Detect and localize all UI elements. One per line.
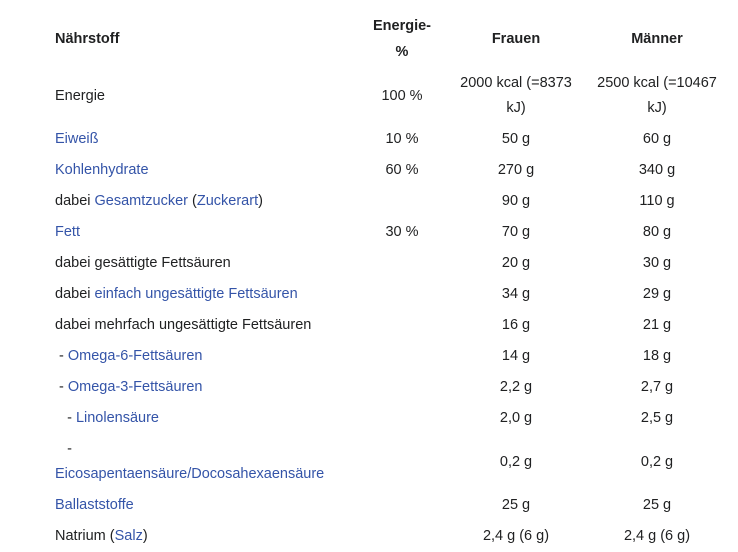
row-pct	[358, 521, 446, 552]
table-row-gesaettigt	[48, 248, 728, 279]
table-row-einfach	[48, 279, 728, 310]
row-pct	[358, 372, 446, 403]
link-ballaststoffe[interactable]: Ballaststoffe	[55, 497, 134, 513]
row-pct	[358, 403, 446, 434]
row-frauen: 2,0 g	[499, 410, 533, 426]
row-label: dabei mehrfach ungesättigte Fettsäuren	[55, 317, 312, 333]
table-row-omega3	[48, 372, 728, 403]
row-prefix: -	[55, 410, 76, 426]
row-pct	[358, 248, 446, 279]
table-row-natrium	[48, 521, 728, 552]
row-prefix: -	[55, 441, 72, 457]
row-pct: 60 %	[385, 162, 419, 178]
row-maenner: 30 g	[642, 255, 672, 271]
table-row-eiweiss	[48, 124, 728, 155]
link-salz[interactable]: Salz	[114, 528, 143, 544]
row-label	[48, 279, 358, 310]
header-energie-pct	[358, 10, 446, 68]
row-frauen: 20 g	[501, 255, 531, 271]
row-maenner: 29 g	[642, 286, 672, 302]
row-label	[48, 155, 358, 186]
row-pct	[358, 310, 446, 341]
row-suffix: )	[258, 193, 263, 209]
row-pct: 100 %	[381, 87, 423, 104]
row-pct	[358, 186, 446, 217]
row-frauen: 34 g	[501, 286, 531, 302]
row-frauen: 25 g	[501, 497, 531, 513]
link-epa-dha[interactable]: Eicosapentaensäure/Docosahexaensäure	[55, 466, 325, 482]
row-label	[48, 124, 358, 155]
row-maenner: 2,5 g	[640, 410, 674, 426]
row-frauen: 50 g	[501, 131, 531, 147]
row-frauen: 2,4 g (6 g)	[482, 528, 550, 544]
link-zuckerart[interactable]: Zuckerart	[196, 193, 259, 209]
table-row-omega6	[48, 341, 728, 372]
row-maenner: 2500 kcal (=10467 kJ)	[597, 75, 717, 116]
table-row-linolensaeure	[48, 403, 728, 434]
row-maenner: 2,7 g	[640, 379, 674, 395]
row-maenner: 25 g	[642, 497, 672, 513]
row-pct	[358, 279, 446, 310]
row-maenner: 2,4 g (6 g)	[623, 528, 691, 544]
row-maenner: 21 g	[642, 317, 672, 333]
row-label	[48, 403, 358, 434]
row-prefix: dabei	[55, 286, 95, 302]
row-label	[48, 217, 358, 248]
header-frauen: Frauen	[491, 30, 541, 47]
row-maenner: 340 g	[638, 162, 676, 178]
table-row-epa-dha	[48, 434, 728, 490]
row-label	[48, 372, 358, 403]
row-maenner: 110 g	[639, 193, 675, 209]
row-maenner: 60 g	[642, 131, 672, 147]
row-maenner: 18 g	[642, 348, 672, 364]
row-prefix: Natrium (	[55, 528, 115, 544]
link-fett[interactable]: Fett	[55, 224, 80, 240]
link-einfach-ungesaettigt[interactable]: einfach ungesättigte Fettsäuren	[94, 286, 298, 302]
link-gesamtzucker[interactable]: Gesamtzucker	[94, 193, 188, 209]
table-row-ballaststoffe	[48, 490, 728, 521]
row-prefix: -	[55, 379, 68, 395]
link-eiweiss[interactable]: Eiweiß	[55, 131, 99, 147]
table-row-gesamtzucker	[48, 186, 728, 217]
row-label: Energie	[55, 87, 105, 104]
header-row	[48, 10, 728, 68]
header-energie-line1: Energie-	[372, 18, 431, 34]
row-prefix: -	[55, 348, 68, 364]
row-pct	[358, 490, 446, 521]
row-frauen: 2,2 g	[499, 379, 533, 395]
row-mid: (	[188, 193, 197, 209]
table-row-fett	[48, 217, 728, 248]
row-label: dabei gesättigte Fettsäuren	[55, 255, 231, 271]
link-omega6[interactable]: Omega-6-Fettsäuren	[67, 348, 203, 364]
row-pct: 10 %	[385, 131, 419, 147]
row-frauen: 14 g	[501, 348, 531, 364]
row-frauen: 0,2 g	[499, 453, 533, 470]
header-naehrstoff: Nährstoff	[55, 30, 120, 47]
header-maenner: Männer	[631, 30, 683, 47]
row-suffix: )	[142, 528, 148, 544]
table-row-energie	[48, 68, 728, 124]
header-energie-line2: %	[395, 44, 409, 60]
nutrition-table	[48, 10, 728, 552]
row-maenner: 80 g	[642, 224, 672, 240]
row-frauen: 270 g	[497, 162, 535, 178]
row-pct: 30 %	[385, 224, 419, 240]
row-frauen: 90 g	[501, 193, 531, 209]
row-label	[48, 434, 358, 490]
row-maenner: 0,2 g	[640, 453, 674, 470]
row-label	[48, 186, 358, 217]
row-prefix: dabei	[55, 193, 95, 209]
row-label	[48, 490, 358, 521]
row-label	[48, 341, 358, 372]
row-frauen: 2000 kcal (=8373 kJ)	[460, 75, 572, 116]
row-pct	[358, 434, 446, 490]
row-frauen: 70 g	[501, 224, 531, 240]
row-label	[48, 521, 358, 552]
link-omega3[interactable]: Omega-3-Fettsäuren	[67, 379, 203, 395]
row-frauen: 16 g	[501, 317, 531, 333]
link-kohlenhydrate[interactable]: Kohlenhydrate	[55, 162, 149, 178]
row-pct	[358, 341, 446, 372]
link-linolensaeure[interactable]: Linolensäure	[75, 410, 159, 426]
table-row-mehrfach	[48, 310, 728, 341]
table-row-kohlenhydrate	[48, 155, 728, 186]
